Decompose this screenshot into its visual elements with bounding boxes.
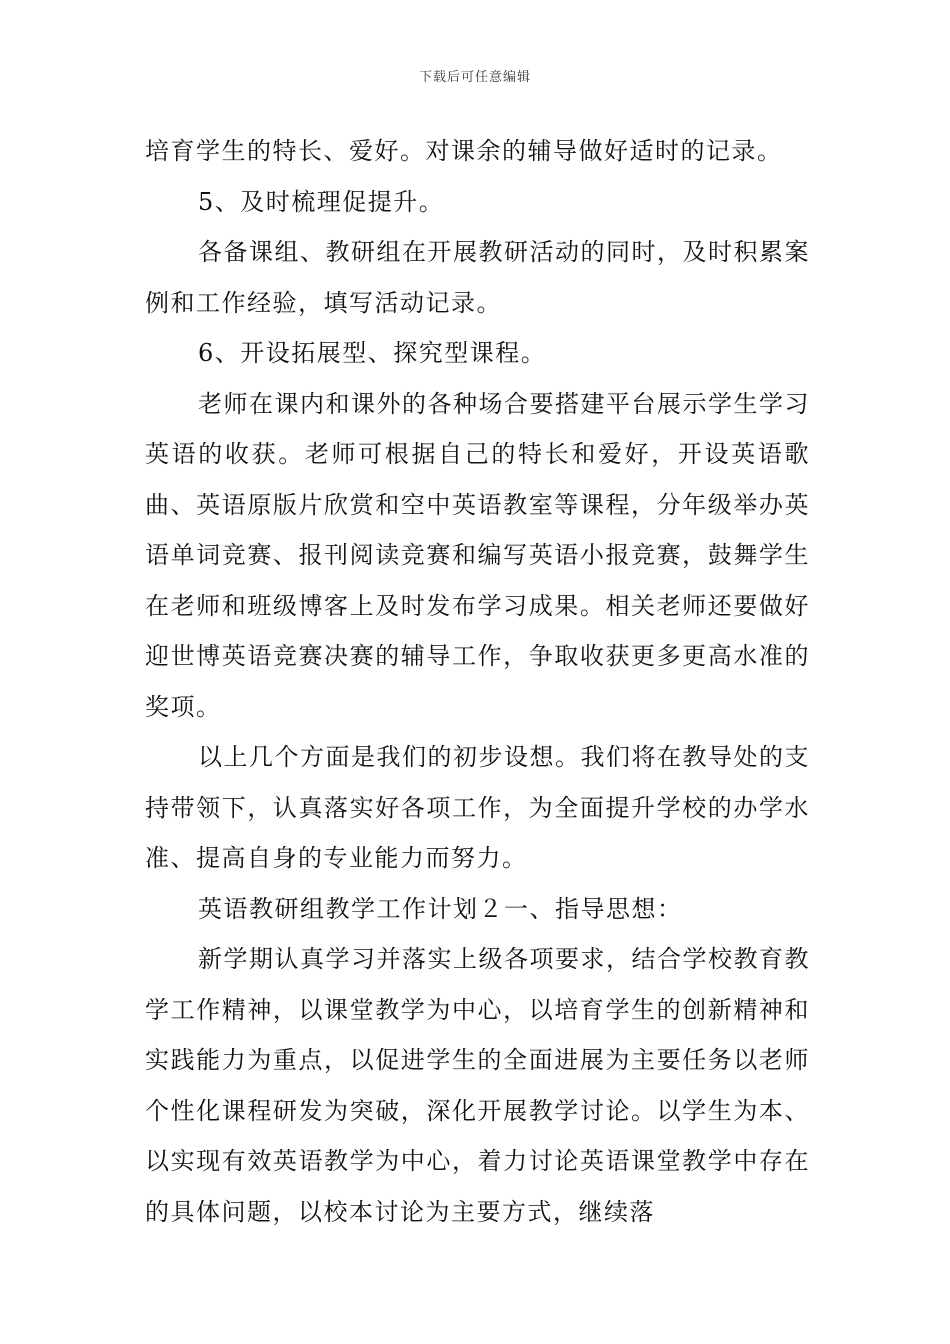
paragraph: 5、及时梳理促提升。: [198, 187, 445, 216]
paragraph: 培育学生的特长、爱好。对课余的辅导做好适时的记录。: [145, 137, 783, 165]
paragraph: 新学期认真学习并落实上级各项要求，结合学校教育教学工作精神，以课堂教学为中心，以培育学生的创新精神和实践能力为重点，以促进学生的全面进展为主要任务以老师个性化课程研发为突破，深化开展教学讨论。以学生为本、以实现有效英语教学为中心，着力讨论英语课堂教学中存在的具体问题，以校本讨论为主要方式，继续落: [145, 945, 810, 1226]
paragraph: 老师在课内和课外的各种场合要搭建平台展示学生学习英语的收获。老师可根据自己的特长和爱好，开设英语歌曲、英语原版片欣赏和空中英语教室等课程，分年级举办英语单词竞赛、报刊阅读竞赛和编写英语小报竞赛，鼓舞学生在老师和班级博客上及时发布学习成果。相关老师还要做好迎世博英语竞赛决赛的辅导工作，争取收获更多更高水准的奖项。: [145, 389, 810, 721]
paragraph: 6、开设拓展型、探究型课程。: [198, 339, 547, 367]
paragraph: 英语教研组教学工作计划２一、指导思想：: [198, 894, 683, 923]
paragraph: 各备课组、教研组在开展教研活动的同时，及时积累案例和工作经验，填写活动记录。: [145, 238, 810, 317]
page-header: 下载后可任意编辑: [418, 70, 531, 85]
document-body: [145, 126, 810, 1237]
paragraph: 以上几个方面是我们的初步设想。我们将在教导处的支持带领下，认真落实好各项工作，为全面提升学校的办学水准、提高自身的专业能力而努力。: [145, 743, 810, 872]
